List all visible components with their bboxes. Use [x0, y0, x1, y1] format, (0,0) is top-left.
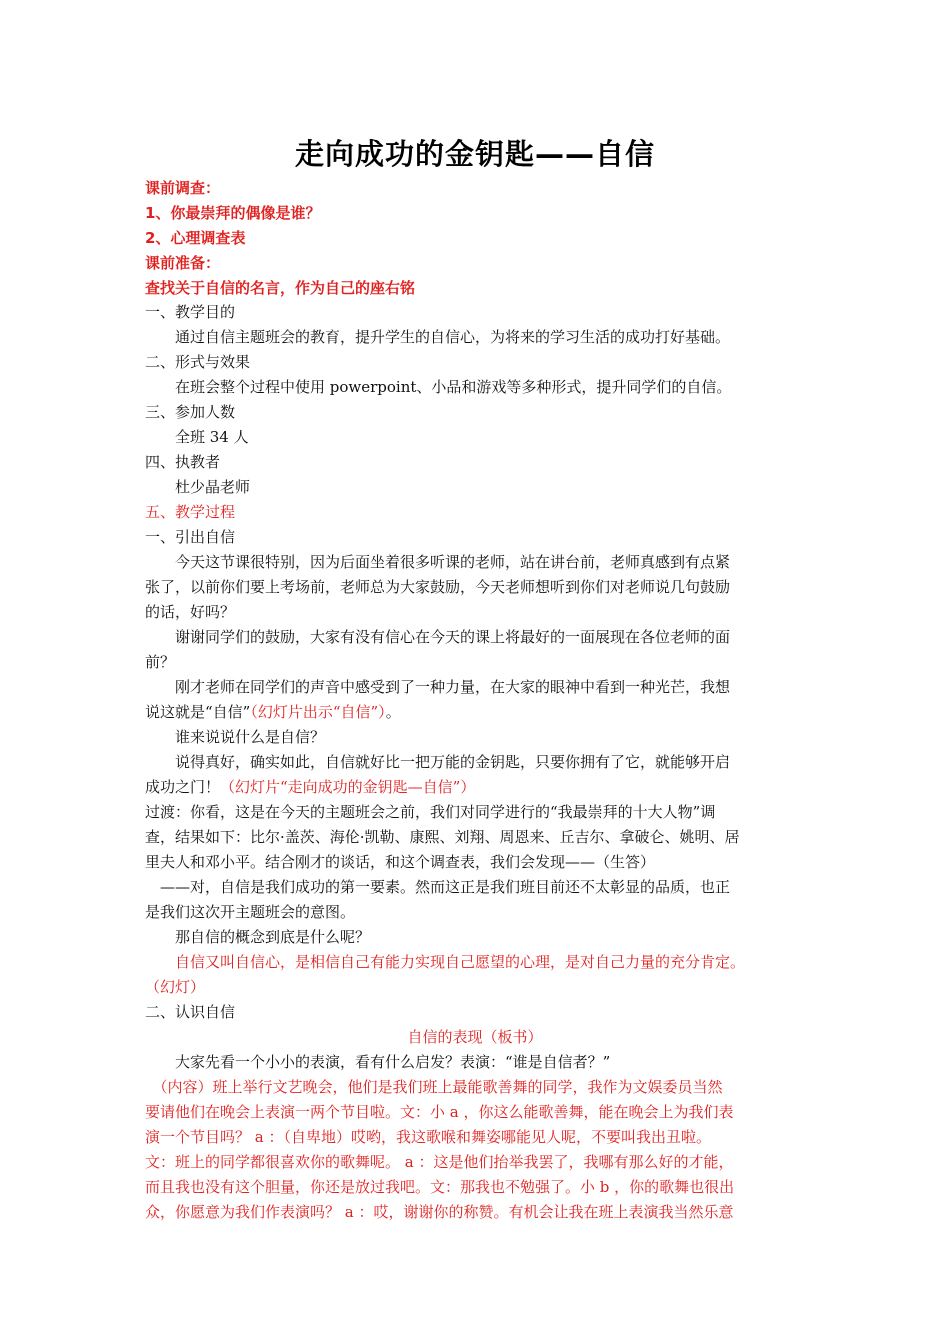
paragraph-teacher: 杜少晶老师: [145, 478, 251, 496]
skit-line: 要请他们在晚会上表演一两个节目啦。文：小 a ，你这么能歌善舞，能在晚会上为我们表: [145, 1103, 734, 1121]
pre-class-prep-heading: 课前准备：: [145, 254, 221, 272]
paragraph-line: 谢谢同学们的鼓励，大家有没有信心在今天的课上将最好的一面展现在各位老师的面: [145, 628, 731, 646]
section-heading-purpose: 一、教学目的: [145, 303, 236, 321]
paragraph-line: 里夫人和邓小平。结合刚才的谈话，和这个调查表，我们会发现——（生答）: [145, 853, 656, 871]
paragraph-line: [145, 775, 817, 800]
paragraph-text: 成功之门！: [145, 778, 221, 796]
paragraph-line: 是我们这次开主题班会的意图。: [145, 903, 356, 921]
paragraph-line: 过渡：你看，这是在今天的主题班会之前，我们对同学进行的“我最崇拜的十大人物”调: [145, 803, 716, 821]
paragraph-line: 查，结果如下：比尔·盖茨、海伦·凯勒、康熙、刘翔、周恩来、丘吉尔、拿破仑、姚明、居: [145, 828, 740, 846]
pre-class-survey-heading: 课前调查：: [145, 179, 221, 197]
section-heading-participants: 三、参加人数: [145, 403, 236, 421]
document-title: 走向成功的金钥匙——自信: [294, 137, 655, 171]
skit-line: 而且我也没有这个胆量，你还是放过我吧。文：那我也不勉强了。小 b ，你的歌舞也很出: [145, 1178, 735, 1196]
slide-note: （幻灯片出示“自信”）: [250, 703, 386, 721]
survey-question-1: 1、你最崇拜的偶像是谁？: [145, 204, 321, 222]
paragraph-line: 刚才老师在同学们的声音中感受到了一种力量，在大家的眼神中看到一种光芒，我想: [145, 678, 731, 696]
subsection-heading-intro: 一、引出自信: [145, 528, 236, 546]
paragraph-line: 张了，以前你们要上考场前，老师总为大家鼓励，今天老师想听到你们对老师说几句鼓励: [145, 578, 731, 596]
paragraph-line: 谁来说说什么是自信？: [145, 728, 326, 746]
definition-line: （幻灯）: [145, 978, 206, 996]
paragraph-line: 大家先看一个小小的表演，看有什么启发？表演：“谁是自信者？”: [145, 1053, 611, 1071]
subsection-heading-understand: 二、认识自信: [145, 1003, 236, 1021]
paragraph-format: 在班会整个过程中使用 powerpoint、小品和游戏等多种形式，提升同学们的自信。: [145, 378, 732, 396]
skit-line: 众，你愿意为我们作表演吗？ a ：哎，谢谢你的称赞。有机会让我在班上表演我当然乐意: [145, 1203, 734, 1221]
definition-line: 自信又叫自信心，是相信自己有能力实现自己愿望的心理，是对自己力量的充分肯定。: [145, 953, 746, 971]
paragraph-purpose: 通过自信主题班会的教育，提升学生的自信心，为将来的学习生活的成功打好基础。: [145, 328, 731, 346]
paragraph-participants: 全班 34 人: [145, 428, 249, 446]
paragraph-text: 。: [385, 703, 401, 721]
paragraph-line: 前？: [145, 653, 176, 671]
section-heading-format: 二、形式与效果: [145, 353, 251, 371]
board-writing-heading: 自信的表现（板书）: [407, 1028, 543, 1046]
skit-line: 演一个节目吗？ a ：（自卑地）哎哟，我这歌喉和舞姿哪能见人呢，不要叫我出丑啦。: [145, 1128, 711, 1146]
section-heading-process: 五、教学过程: [145, 503, 236, 521]
paragraph-line: 说得真好，确实如此，自信就好比一把万能的金钥匙，只要你拥有了它，就能够开启: [145, 753, 731, 771]
pre-class-prep-task: 查找关于自信的名言，作为自己的座右铭: [145, 279, 416, 297]
paragraph-line: 的话，好吗？: [145, 603, 236, 621]
paragraph-text: 说这就是“自信”: [145, 703, 251, 721]
skit-line: （内容）班上举行文艺晚会，他们是我们班上最能歌善舞的同学，我作为文娱委员当然: [145, 1078, 723, 1096]
paragraph-line: ——对，自信是我们成功的第一要素。然而这正是我们班目前还不太彰显的品质，也正: [145, 878, 731, 896]
section-heading-teacher: 四、执教者: [145, 453, 221, 471]
slide-note: （幻灯片“走向成功的金钥匙—自信”）: [220, 778, 476, 796]
paragraph-line: [145, 700, 817, 725]
paragraph-line: 那自信的概念到底是什么呢？: [145, 928, 371, 946]
survey-question-2: 2、心理调查表: [145, 229, 246, 247]
skit-line: 文：班上的同学都很喜欢你的歌舞呢。 a ：这是他们抬举我罢了，我哪有那么好的才能，: [145, 1153, 734, 1171]
paragraph-line: 今天这节课很特别，因为后面坐着很多听课的老师，站在讲台前，老师真感到有点紧: [145, 553, 731, 571]
